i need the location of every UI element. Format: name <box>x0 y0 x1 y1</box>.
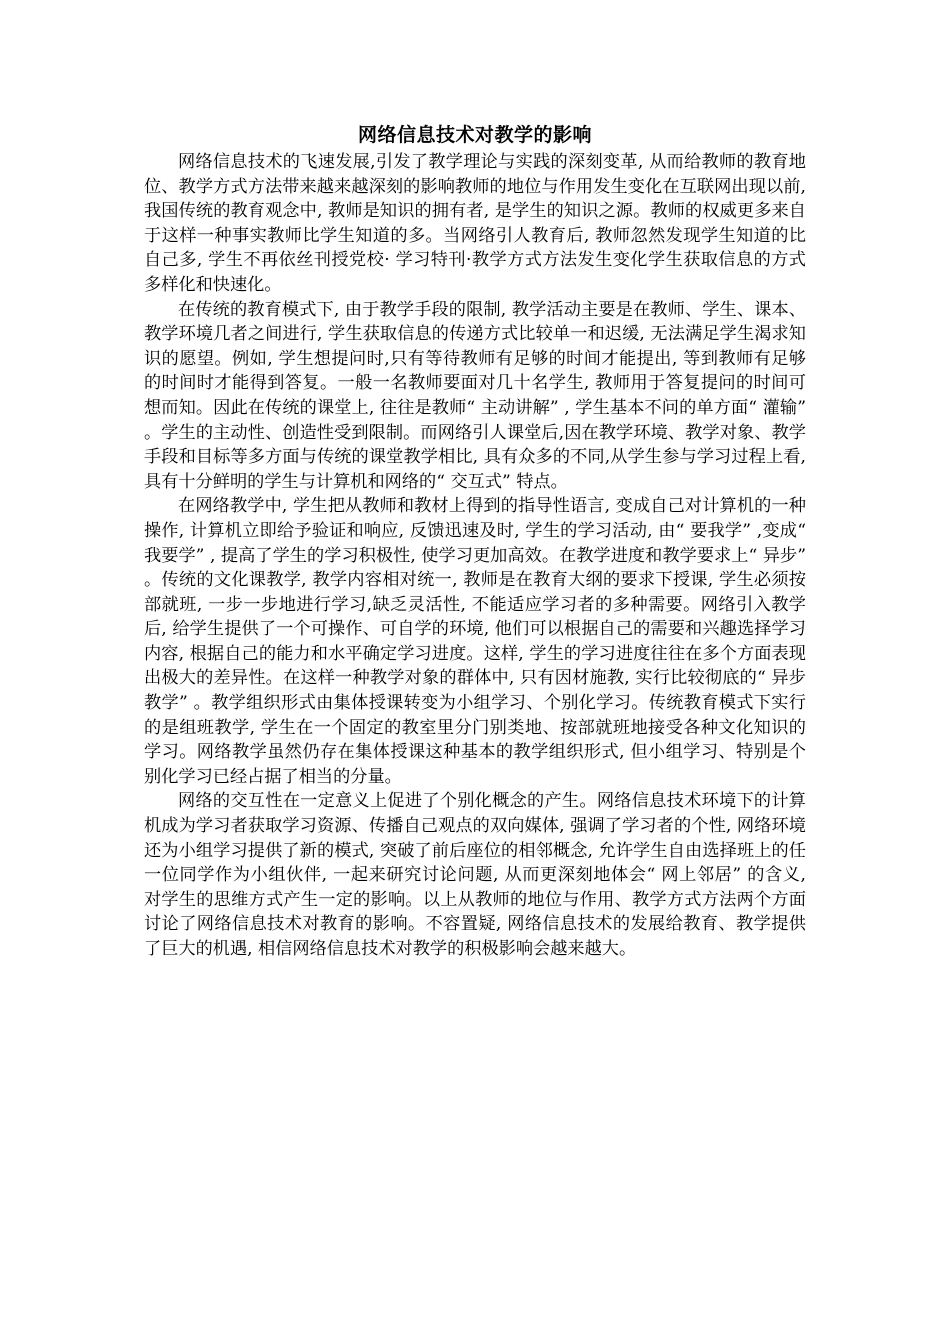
paragraph-1: 网络信息技术的飞速发展,引发了教学理论与实践的深刻变革, 从而给教师的教育地位、教学方式方法带来越来越深刻的影响教师的地位与作用发生变化在互联网出现以前, 我国传统的教育观念中, 教师是知识的拥有者, 是学生的知识之源。教师的权威更多来自于这样一种事实教师比学生知道的多。当网络引人教育后, 教师忽然发现学生知道的比自己多, 学生不再依丝刊授党校· 学习特刊·教学方式方法发生变化学生获取信息的方式多样化和快速化。 <box>144 152 806 295</box>
document-title: 网络信息技术对教学的影响 <box>357 124 592 146</box>
paragraph-3: 在网络教学中, 学生把从教师和教材上得到的指导性语言, 变成自己对计算机的一种操作, 计算机立即给予验证和响应, 反馈迅速及时, 学生的学习活动, 由“ 要我学” ,变成“ 我要学” , 提高了学生的学习积极性, 使学习更加高效。在教学进度和教学要求上“ 异步” 。传统的文化课教学, 教学内容相对统一, 教师是在教育大纲的要求下授课, 学生必须按部就班, 一步一步地进行学习,缺乏灵活性, 不能适应学习者的多种需要。网络引入教学后, 给学生提供了一个可操作、可自学的环境, 他们可以根据自己的需要和兴趣选择学习内容, 根据自己的能力和水平确定学习进度。这样, 学生的学习进度往往在多个方面表现出极大的差异性。在这样一种教学对象的群体中, 只有因材施教, 实行比较彻底的“ 异步教学” 。教学组织形式由集体授课转变为小组学习、个别化学习。传统教育模式下实行的是组班教学, 学生在一个固定的教室里分门别类地、按部就班地接受各种文化知识的学习。网络教学虽然仍存在集体授课这种基本的教学组织形式, 但小组学习、特别是个别化学习已经占据了相当的分量。 <box>144 496 806 787</box>
document-page <box>144 120 806 962</box>
paragraph-4: 网络的交互性在一定意义上促进了个别化概念的产生。网络信息技术环境下的计算机成为学习者获取学习资源、传播自己观点的双向媒体, 强调了学习者的个性, 网络环境还为小组学习提供了新的模式, 突破了前后座位的相邻概念, 允许学生自由选择班上的任一位同学作为小组伙伴, 一起来研究讨论问题, 从而更深刻地体会“ 网上邻居” 的含义, 对学生的思维方式产生一定的影响。以上从教师的地位与作用、教学方式方法两个方面讨论了网络信息技术对教育的影响。不容置疑, 网络信息技术的发展给教育、教学提供了巨大的机遇, 相信网络信息技术对教学的积极影响会越来越大。 <box>144 791 806 959</box>
paragraph-2: 在传统的教育模式下, 由于教学手段的限制, 教学活动主要是在教师、学生、课本、教学环境几者之间进行, 学生获取信息的传递方式比较单一和迟缓, 无法满足学生渴求知识的愿望。例如, 学生想提问时,只有等待教师有足够的时间才能提出, 等到教师有足够的时间时才能得到答复。一般一名教师要面对几十名学生, 教师用于答复提问的时间可想而知。因此在传统的课堂上, 往往是教师“ 主动讲解” , 学生基本不问的单方面“ 灌输” 。学生的主动性、创造性受到限制。而网络引人课堂后,因在教学环境、教学对象、教学手段和目标等多方面与传统的课堂教学相比, 具有众多的不同,从学生参与学习过程上看, 具有十分鲜明的学生与计算机和网络的“ 交互式” 特点。 <box>144 299 806 492</box>
